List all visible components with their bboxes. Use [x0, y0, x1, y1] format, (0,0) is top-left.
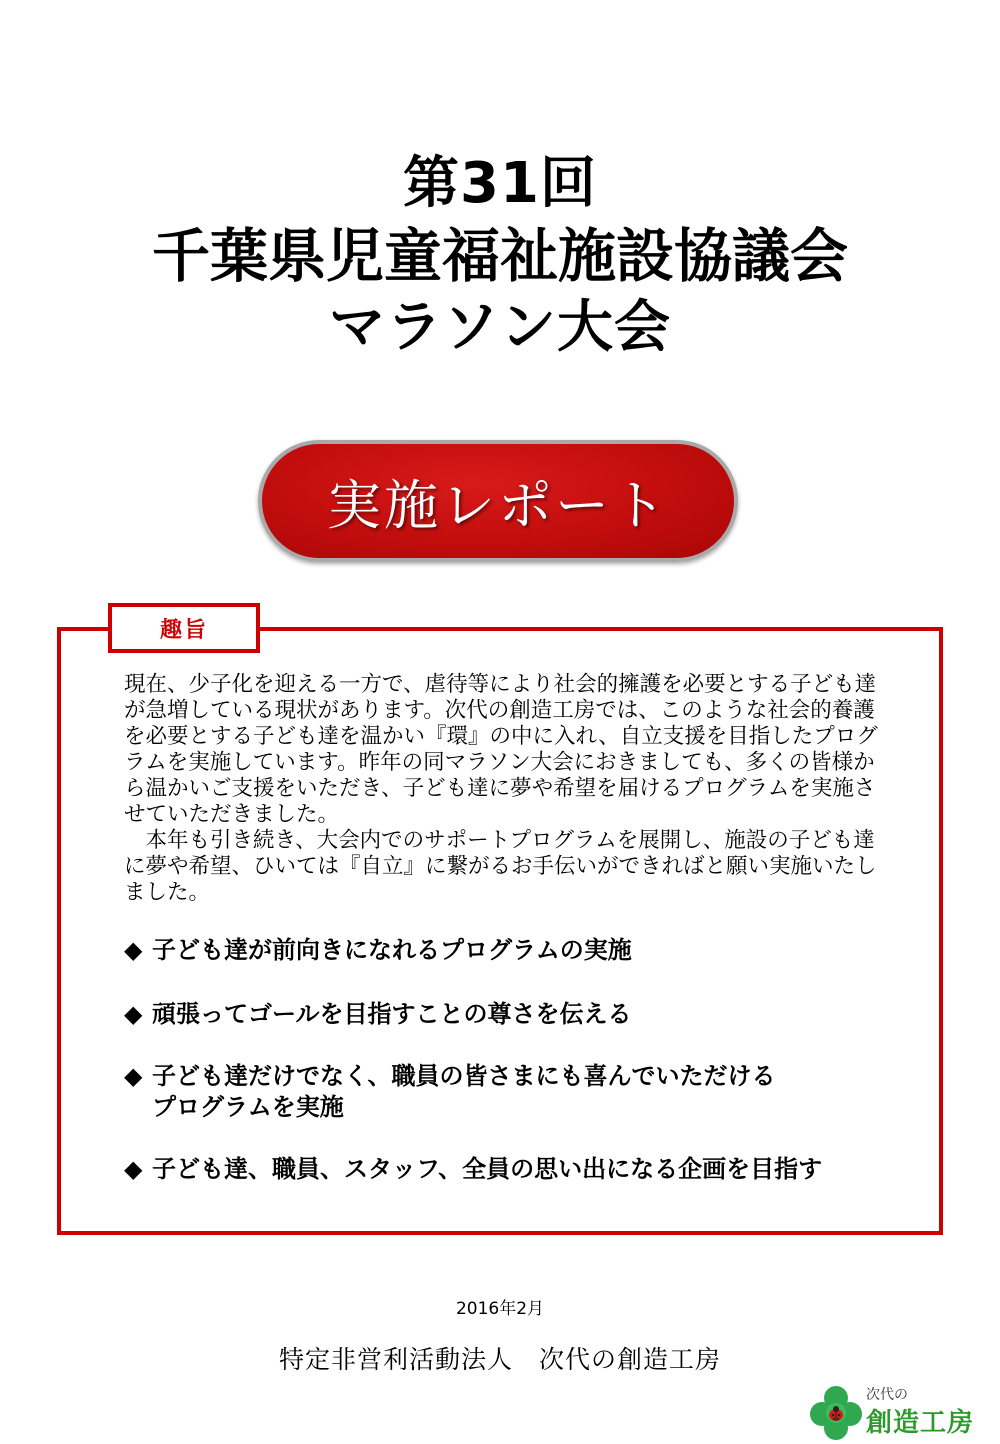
bullet-text-continuation: プログラムを実施: [152, 1093, 344, 1121]
title-line-organization: 千葉県児童福祉施設協議会: [151, 222, 848, 290]
purpose-body: [124, 672, 892, 906]
bullet-text: 頑張ってゴールを目指すことの尊さを伝える: [152, 1000, 632, 1028]
report-banner: [258, 440, 738, 562]
diamond-bullet-icon: ◆: [124, 1155, 143, 1183]
bullet-item: [124, 999, 632, 1030]
bullet-item: [124, 935, 632, 966]
purpose-tab-label: 趣旨: [159, 617, 208, 643]
organization-logo: [808, 1384, 1000, 1444]
title-line-event: マラソン大会: [329, 295, 671, 360]
logo-main-text: 創造工房: [866, 1408, 975, 1438]
document-title: [0, 148, 1000, 364]
bullet-text: 子ども達、職員、スタッフ、全員の思い出になる企画を目指す: [152, 1155, 823, 1183]
title-line-edition: 第31回: [403, 151, 597, 216]
purpose-tab: [108, 603, 260, 653]
purpose-paragraph-1: 現在、少子化を迎える一方で、虐待等により社会的擁護を必要とする子ども達が急増している現状があります。次代の創造工房では、このような社会的養護を必要とする子ども達を温かい『環』の中に入れ、自立支援を目指したプログラムを実施しています。昨年の同マラソン大会におきましても、多くの皆様から温かいご支援をいただき、子ども達に夢や希望を届けるプログラムを実施させていただきました。: [124, 672, 878, 827]
diamond-bullet-icon: ◆: [124, 1000, 143, 1028]
document-date: 2016年2月: [455, 1299, 545, 1319]
logo-small-text: 次代の: [866, 1387, 908, 1403]
bullet-item: [124, 1154, 822, 1185]
purpose-paragraph-2: 本年も引き続き、大会内でのサポートプログラムを展開し、施設の子ども達に夢や希望、ひいては『自立』に繋がるお手伝いができればと願い実施いたしました。: [124, 828, 877, 905]
diamond-bullet-icon: ◆: [124, 936, 143, 964]
bullet-text: 子ども達が前向きになれるプログラムの実施: [152, 936, 632, 964]
report-banner-label: 実施レポート: [327, 473, 669, 537]
organization-name: 特定非営利活動法人 次代の創造工房: [278, 1345, 721, 1374]
bullet-item: [124, 1061, 776, 1123]
bullet-text: 子ども達だけでなく、職員の皆さまにも喜んでいただける: [152, 1062, 776, 1090]
clover-ladybug-icon: [808, 1384, 864, 1444]
diamond-bullet-icon: ◆: [124, 1062, 143, 1090]
